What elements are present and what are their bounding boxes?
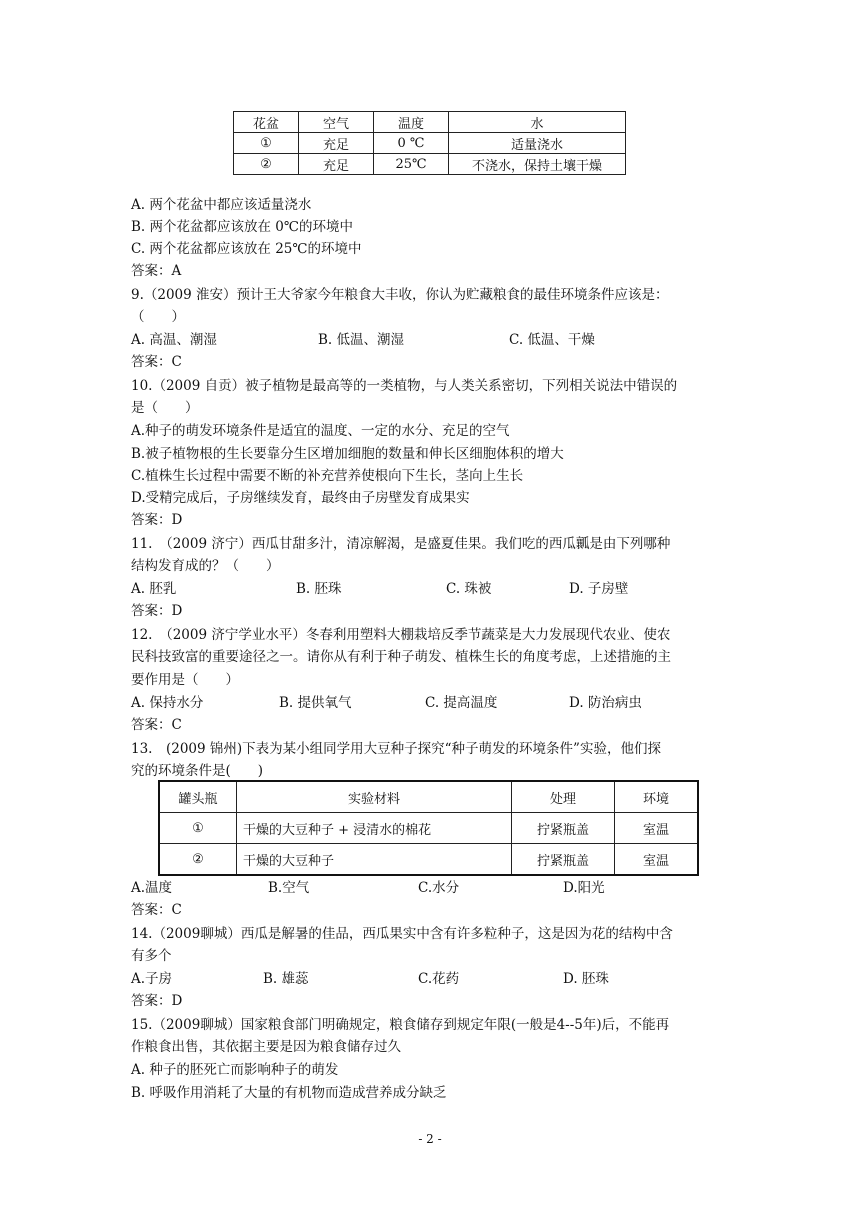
- q12-option-c: C. 提高温度: [425, 695, 498, 711]
- table-cell: 适量浇水: [449, 133, 626, 154]
- q13-option-b: B.空气: [268, 880, 310, 896]
- q13-option-d: D.阳光: [563, 880, 605, 896]
- q12-option-a: A. 保持水分: [131, 695, 204, 711]
- q9-stem-line-2: （ ）: [131, 309, 185, 325]
- q12-options: [131, 693, 741, 713]
- q9-option-c: C. 低温、干燥: [509, 332, 595, 348]
- table-header-cell: 空气: [299, 112, 374, 133]
- q11-option-c: C. 珠被: [446, 581, 492, 597]
- q14-option-c: C.花药: [418, 971, 460, 987]
- q13-option-c: C.水分: [418, 880, 460, 896]
- table-cell: 不浇水，保持土壤干燥: [449, 154, 626, 175]
- table-row: [159, 844, 698, 876]
- q11-answer: 答案：D: [131, 603, 183, 619]
- table-cell: ①: [234, 133, 299, 154]
- table-row: [159, 813, 698, 844]
- table-row: [234, 133, 626, 154]
- q11-stem-line-1: 11. （2009 济宁）西瓜甘甜多汁，清凉解渴，是盛夏佳果。我们吃的西瓜瓤是由下列哪种: [131, 536, 671, 552]
- experiment-table: [158, 780, 699, 876]
- q11-option-d: D. 子房壁: [569, 581, 629, 597]
- table-cell: 室温: [615, 813, 699, 844]
- q9-stem-line-1: 9.（2009 淮安）预计王大爷家今年粮食大丰收，你认为贮藏粮食的最佳环境条件应该是：: [131, 287, 669, 303]
- q13-answer: 答案：C: [131, 902, 182, 918]
- table-cell: 拧紧瓶盖: [512, 844, 615, 876]
- q15-stem-line-1: 15.（2009聊城）国家粮食部门明确规定，粮食储存到规定年限(一般是4--5年)后，不能再: [131, 1017, 670, 1033]
- q10-stem-line-2: 是（ ）: [131, 400, 199, 416]
- table-header-cell: 罐头瓶: [159, 781, 237, 813]
- q13-option-a: A.温度: [131, 880, 173, 896]
- q10-option-d: D.受精完成后，子房继续发育，最终由子房壁发育成果实: [131, 490, 470, 506]
- table-cell: 室温: [615, 844, 699, 876]
- q14-option-b: B. 雄蕊: [263, 971, 309, 987]
- q12-option-b: B. 提供氧气: [279, 695, 352, 711]
- q13-stem-line-1: 13. (2009 锦州)下表为某小组同学用大豆种子探究“种子萌发的环境条件”实验，他们探: [131, 741, 661, 757]
- q14-option-a: A.子房: [131, 971, 173, 987]
- table-cell: 干燥的大豆种子 + 浸清水的棉花: [237, 813, 512, 844]
- table-cell: ①: [159, 813, 237, 844]
- q9-options: [131, 330, 741, 350]
- q12-stem-line-2: 民科技致富的重要途径之一。请你从有利于种子萌发、植株生长的角度考虑，上述措施的主: [131, 649, 671, 665]
- q14-stem-line-1: 14.（2009聊城）西瓜是解暑的佳品，西瓜果实中含有许多粒种子，这是因为花的结构中含: [131, 926, 673, 942]
- q10-option-a: A.种子的萌发环境条件是适宜的温度、一定的水分、充足的空气: [131, 423, 510, 439]
- table-header-row: [159, 781, 698, 813]
- q14-options: [131, 969, 741, 989]
- q11-stem-line-2: 结构发育成的？（ ）: [131, 558, 280, 574]
- q10-stem-line-1: 10.（2009 自贡）被子植物是最高等的一类植物，与人类关系密切，下列相关说法中错误的: [131, 378, 678, 394]
- table-header-row: [234, 112, 626, 133]
- table-cell: 充足: [299, 133, 374, 154]
- q15-option-b: B. 呼吸作用消耗了大量的有机物而造成营养成分缺乏: [131, 1085, 447, 1101]
- flowerpot-table: [233, 111, 626, 175]
- table-header-cell: 温度: [374, 112, 449, 133]
- table-cell: 0 ℃: [374, 133, 449, 154]
- q12-stem-line-3: 要作用是（ ）: [131, 672, 239, 688]
- q9-answer: 答案：C: [131, 354, 182, 370]
- table-cell: ②: [159, 844, 237, 876]
- table-cell: 拧紧瓶盖: [512, 813, 615, 844]
- q12-answer: 答案：C: [131, 717, 182, 733]
- q14-stem-line-2: 有多个: [131, 948, 172, 964]
- q13-stem-line-2: 究的环境条件是( ): [131, 763, 264, 779]
- q9-option-a: A. 高温、潮湿: [131, 332, 217, 348]
- table-cell: 充足: [299, 154, 374, 175]
- table-header-cell: 实验材料: [237, 781, 512, 813]
- table-cell: ②: [234, 154, 299, 175]
- q14-answer: 答案：D: [131, 993, 183, 1009]
- q11-options: [131, 579, 741, 599]
- q8-answer: 答案：A: [131, 263, 182, 279]
- q10-answer: 答案：D: [131, 512, 183, 528]
- q14-option-d: D. 胚珠: [563, 971, 609, 987]
- table-header-cell: 处理: [512, 781, 615, 813]
- table-row: [234, 154, 626, 175]
- q8-option-c: C. 两个花盆都应该放在 25℃的环境中: [131, 241, 362, 257]
- q9-option-b: B. 低温、潮湿: [318, 332, 405, 348]
- table-cell: 25℃: [374, 154, 449, 175]
- q8-option-b: B. 两个花盆都应该放在 0℃的环境中: [131, 219, 353, 235]
- q10-option-c: C.植株生长过程中需要不断的补充营养使根向下生长，茎向上生长: [131, 468, 524, 484]
- q11-option-b: B. 胚珠: [296, 581, 342, 597]
- q13-options: [131, 878, 741, 898]
- page-number: - 2 -: [418, 1132, 442, 1146]
- q11-option-a: A. 胚乳: [131, 581, 177, 597]
- q15-stem-line-2: 作粮食出售，其依据主要是因为粮食储存过久: [131, 1039, 401, 1055]
- table-cell: 干燥的大豆种子: [237, 844, 512, 876]
- q10-option-b: B.被子植物根的生长要靠分生区增加细胞的数量和伸长区细胞体积的增大: [131, 446, 564, 462]
- table-header-cell: 花盆: [234, 112, 299, 133]
- q12-option-d: D. 防治病虫: [569, 695, 642, 711]
- q12-stem-line-1: 12. （2009 济宁学业水平）冬春利用塑料大棚栽培反季节蔬菜是大力发展现代农业、使农: [131, 627, 671, 643]
- q15-option-a: A. 种子的胚死亡而影响种子的萌发: [131, 1062, 339, 1078]
- q8-option-a: A. 两个花盆中都应该适量浇水: [131, 197, 312, 213]
- table-header-cell: 水: [449, 112, 626, 133]
- table-header-cell: 环境: [615, 781, 699, 813]
